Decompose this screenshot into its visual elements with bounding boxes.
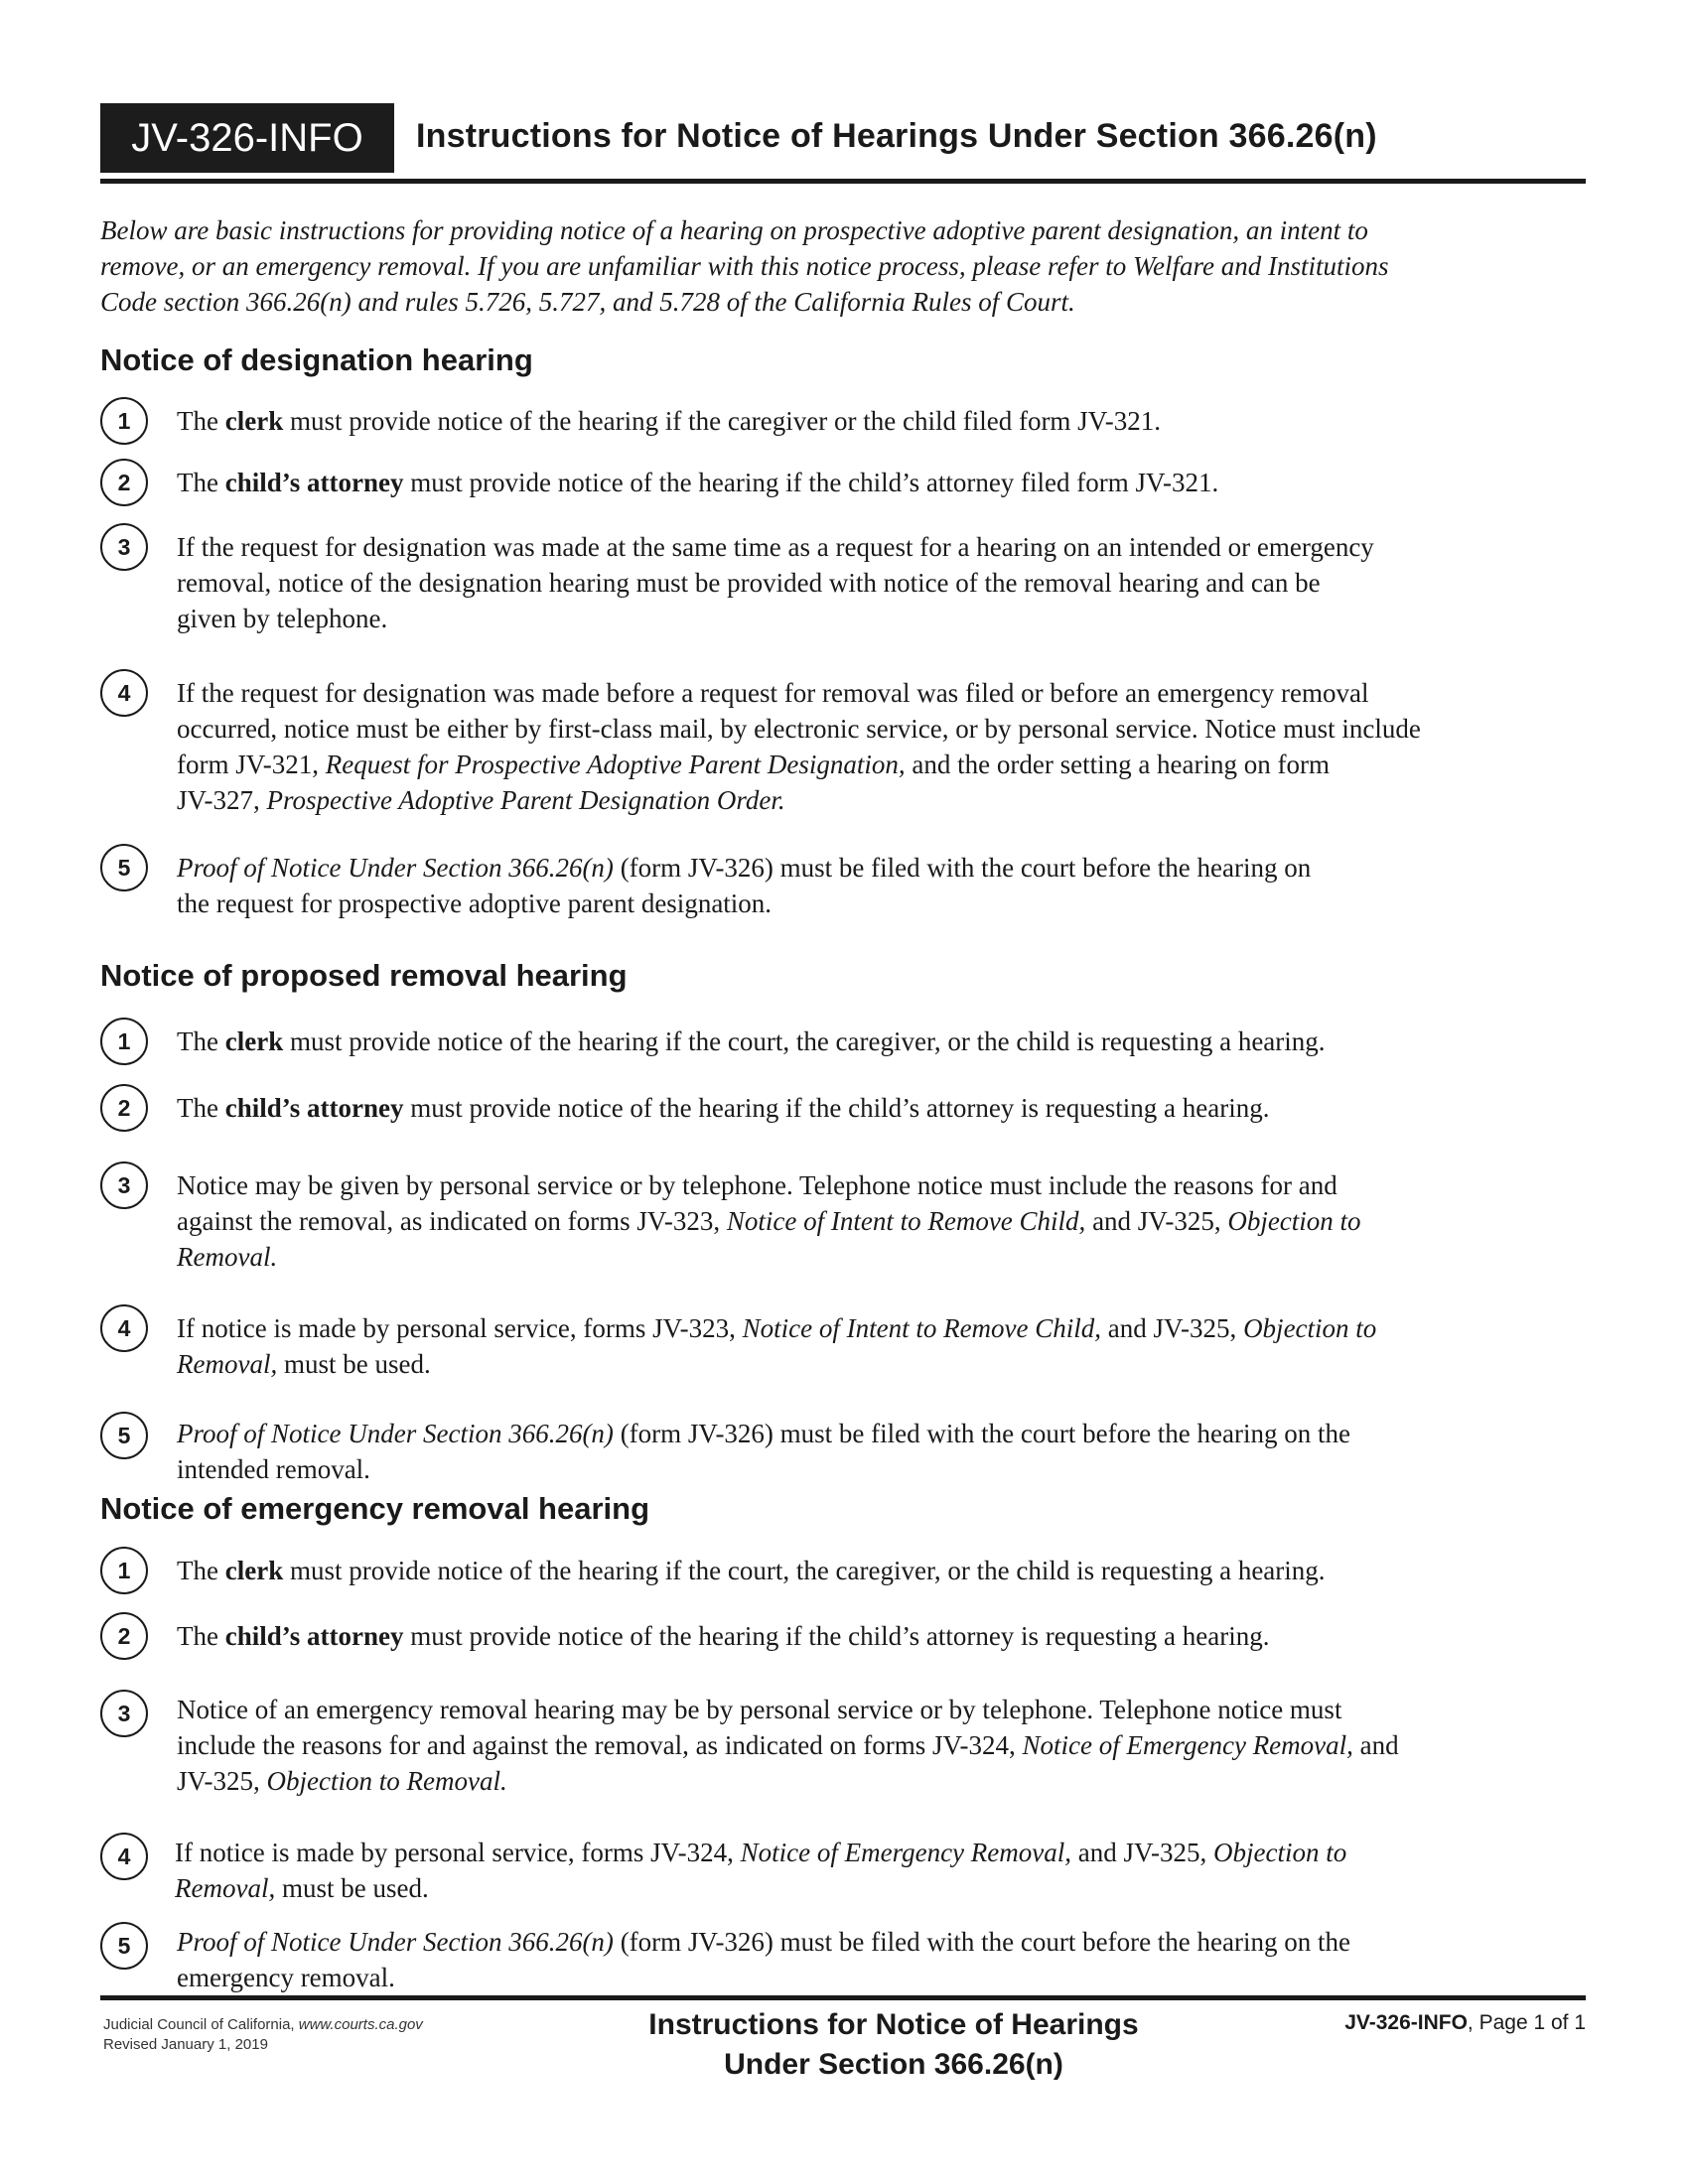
footer-title: Instructions for Notice of Hearings Under Section 366.26(n) (648, 2008, 1139, 2081)
intro-line: remove, or an emergency removal. If you are unfamiliar with this notice process, please refer to Welfare and Institutions (100, 251, 1389, 281)
form-header (100, 103, 1586, 179)
list-item-text: Notice may be given by personal service or by telephone. Telephone notice must include the reasons for and against the removal, as indicated on forms JV-323, Notice of Intent to Remove Child, and JV-325, Objection to Removal. (177, 1170, 1361, 1272)
list-item-text: If notice is made by personal service, forms JV-324, Notice of Emergency Removal, and JV-325, Objection to Removal, must be used. (175, 1838, 1347, 1903)
footer-url: www.courts.ca.gov (298, 2016, 423, 2033)
step-number-badge: 1 (100, 1547, 148, 1594)
list-item-text: The clerk must provide notice of the hearing if the court, the caregiver, or the child is requesting a hearing. (177, 1026, 1326, 1056)
step-number-badge: 1 (100, 397, 148, 445)
intro-line: Code section 366.26(n) and rules 5.726, 5.727, and 5.728 of the California Rules of Court. (100, 287, 1075, 317)
list-item-text: Proof of Notice Under Section 366.26(n) (form JV-326) must be filed with the court before the hearing on the emergency removal. (177, 1927, 1350, 1992)
step-number-badge: 5 (100, 1922, 148, 1970)
form-title: Instructions for Notice of Hearings Under Section 366.26(n) (416, 117, 1377, 155)
footer-source (103, 2015, 423, 2055)
footer-page-info: JV-326-INFO, Page 1 of 1 (1344, 2011, 1586, 2034)
header-divider (100, 179, 1586, 184)
step-number-badge: 4 (100, 1304, 148, 1352)
form-id-badge: JV-326-INFO (100, 103, 394, 173)
step-number-badge: 4 (100, 1833, 148, 1880)
step-number-badge: 2 (100, 1084, 148, 1132)
intro-paragraph (100, 212, 1590, 320)
list-item-text: The child’s attorney must provide notice of the hearing if the child’s attorney is requesting a hearing. (177, 1093, 1270, 1123)
step-number-badge: 3 (100, 1690, 148, 1737)
list-item-text: If the request for designation was made before a request for removal was filed or before an emergency removal occurred, notice must be either by first-class mail, by electronic service, or by personal service. Notice must include form JV-321, Request for Prospective Adoptive Parent Designation, and the order setting a hearing on form JV-327, Prospective Adoptive Parent Designation Order. (177, 678, 1421, 815)
list-item-text: Notice of an emergency removal hearing may be by personal service or by telephone. Telephone notice must include the reasons for and against the removal, as indicated on forms JV-324, Notice of Emergency Removal, and JV-325, Objection to Removal. (177, 1695, 1399, 1796)
list-item-text: If the request for designation was made at the same time as a request for a hearing on an intended or emergency removal, notice of the designation hearing must be provided with notice of the removal hearing and can be given by telephone. (177, 532, 1374, 633)
list-item-text: If notice is made by personal service, forms JV-323, Notice of Intent to Remove Child, and JV-325, Objection to Removal, must be used. (177, 1313, 1377, 1379)
step-number-badge: 2 (100, 459, 148, 506)
step-number-badge: 4 (100, 669, 148, 717)
intro-line: Below are basic instructions for providing notice of a hearing on prospective adoptive parent designation, an intent to (100, 215, 1368, 245)
list-item-text: Proof of Notice Under Section 366.26(n) (form JV-326) must be filed with the court before the hearing on the intended removal. (177, 1419, 1350, 1484)
step-number-badge: 5 (100, 844, 148, 891)
step-number-badge: 3 (100, 523, 148, 571)
list-item-text: The clerk must provide notice of the hearing if the court, the caregiver, or the child is requesting a hearing. (177, 1556, 1326, 1585)
footer-revised: Revised January 1, 2019 (103, 2036, 268, 2053)
section-heading-proposed-removal: Notice of proposed removal hearing (100, 958, 628, 993)
step-number-badge: 2 (100, 1612, 148, 1660)
step-number-badge: 5 (100, 1412, 148, 1459)
footer-divider (100, 1995, 1586, 2000)
list-item-text: The child’s attorney must provide notice of the hearing if the child’s attorney is requesting a hearing. (177, 1621, 1270, 1651)
list-item-text: The clerk must provide notice of the hearing if the caregiver or the child filed form JV-321. (177, 406, 1161, 436)
section-heading-designation: Notice of designation hearing (100, 342, 533, 377)
list-item-text: The child’s attorney must provide notice of the hearing if the child’s attorney filed form JV-321. (177, 468, 1219, 497)
step-number-badge: 1 (100, 1018, 148, 1065)
footer-org-line: Judicial Council of California, www.courts.ca.gov (103, 2016, 423, 2033)
step-number-badge: 3 (100, 1161, 148, 1209)
section-heading-emergency-removal: Notice of emergency removal hearing (100, 1491, 650, 1526)
list-item-text: Proof of Notice Under Section 366.26(n) (form JV-326) must be filed with the court before the hearing on the request for prospective adoptive parent designation. (177, 853, 1312, 918)
